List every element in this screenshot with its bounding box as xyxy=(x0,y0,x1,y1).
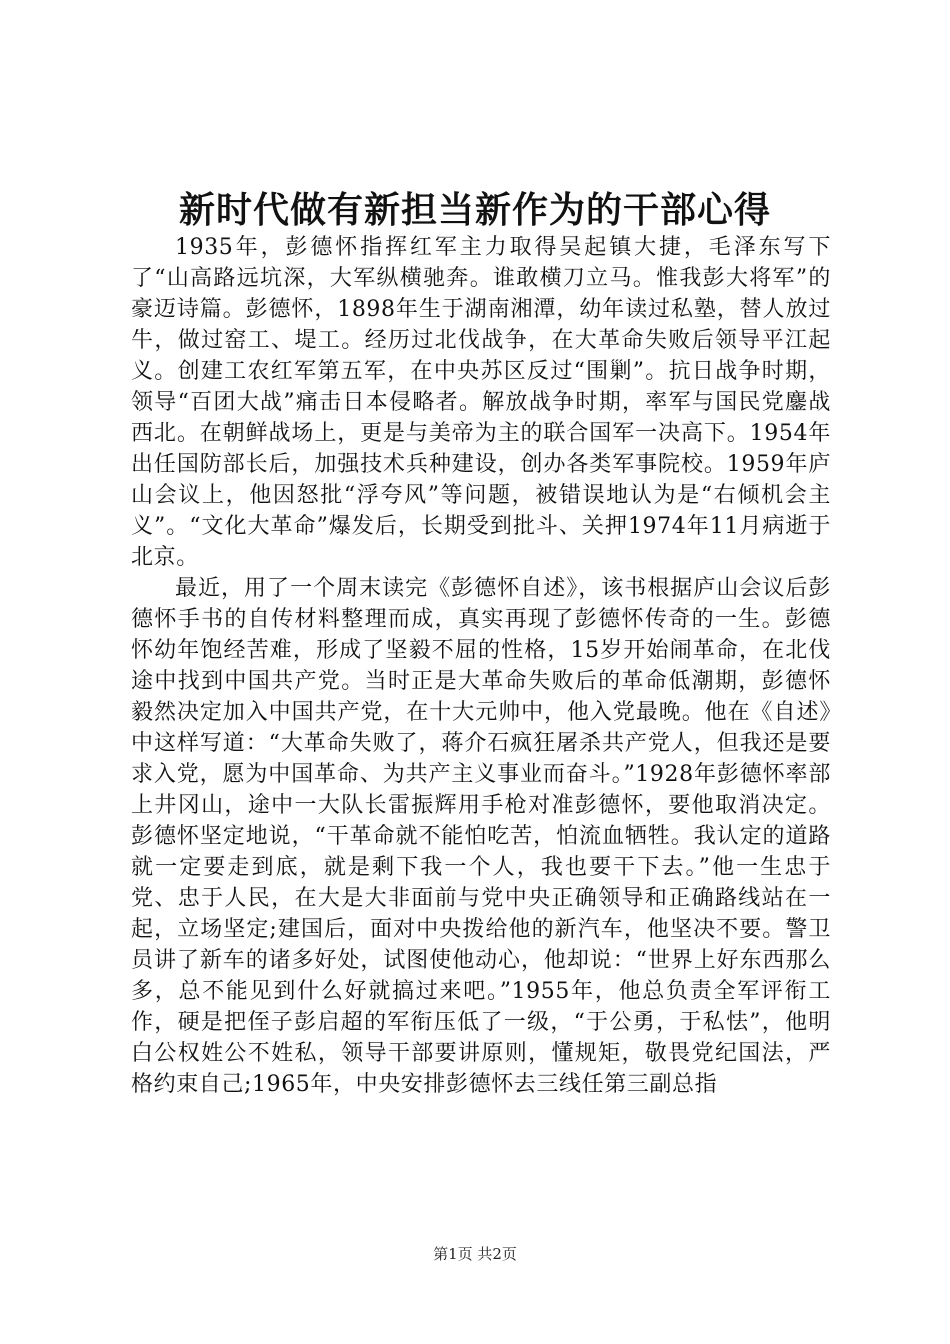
document-title: 新时代做有新担当新作为的干部心得 xyxy=(178,189,771,231)
paragraph-1: 1935年，彭德怀指挥红军主力取得吴起镇大捷，毛泽东写下了“山高路远坑深，大军纵横驰奔。谁敢横刀立马。惟我彭大将军”的豪迈诗篇。彭德怀，1898年生于湖南湘潭，幼年读过私塾，替人放过牛，做过窑工、堤工。经历过北伐战争，在大革命失败后领导平江起义。创建工农红军第五军，在中央苏区反过“围剿”。抗日战争时期，领导“百团大战”痛击日本侵略者。解放战争时期，率军与国民党鏖战西北。在朝鲜战场上，更是与美帝为主的联合国军一决高下。1954年出任国防部长后，加强技术兵种建设，创办各类军事院校。1959年庐山会议上，他因怒批“浮夸风”等问题，被错误地认为是“右倾机会主义”。“文化大革命”爆发后，长期受到批斗、关押1974年11月病逝于北京。 xyxy=(131,235,831,570)
document-body xyxy=(131,232,831,1100)
page-footer: 第1页 共2页 xyxy=(433,1245,517,1263)
paragraph-2: 最近，用了一个周末读完《彭德怀自述》，该书根据庐山会议后彭德怀手书的自传材料整理而成，真实再现了彭德怀传奇的一生。彭德怀幼年饱经苦难，形成了坚毅不屈的性格，15岁开始闹革命，在北伐途中找到中国共产党。当时正是大革命失败后的革命低潮期，彭德怀毅然决定加入中国共产党，在十大元帅中，他入党最晚。他在《自述》中这样写道：“大革命失败了，蒋介石疯狂屠杀共产党人，但我还是要求入党，愿为中国革命、为共产主义事业而奋斗。”1928年彭德怀率部上井冈山，途中一大队长雷振辉用手枪对准彭德怀，要他取消决定。彭德怀坚定地说，“干革命就不能怕吃苦，怕流血牺牲。我认定的道路就一定要走到底，就是剩下我一个人，我也要干下去。”他一生忠于党、忠于人民，在大是大非面前与党中央正确领导和正确路线站在一起，立场坚定;建国后，面对中央拨给他的新汽车，他坚决不要。警卫员讲了新车的诸多好处，试图使他动心，他却说：“世界上好东西那么多，总不能见到什么好就搞过来吧。”1955年，他总负责全军评衔工作，硬是把侄子彭启超的军衔压低了一级，“于公勇，于私怯”，他明白公权姓公不姓私，领导干部要讲原则，懂规矩，敬畏党纪国法，严格约束自己;1965年，中央安排彭德怀去三线任第三副总指 xyxy=(131,576,831,1097)
